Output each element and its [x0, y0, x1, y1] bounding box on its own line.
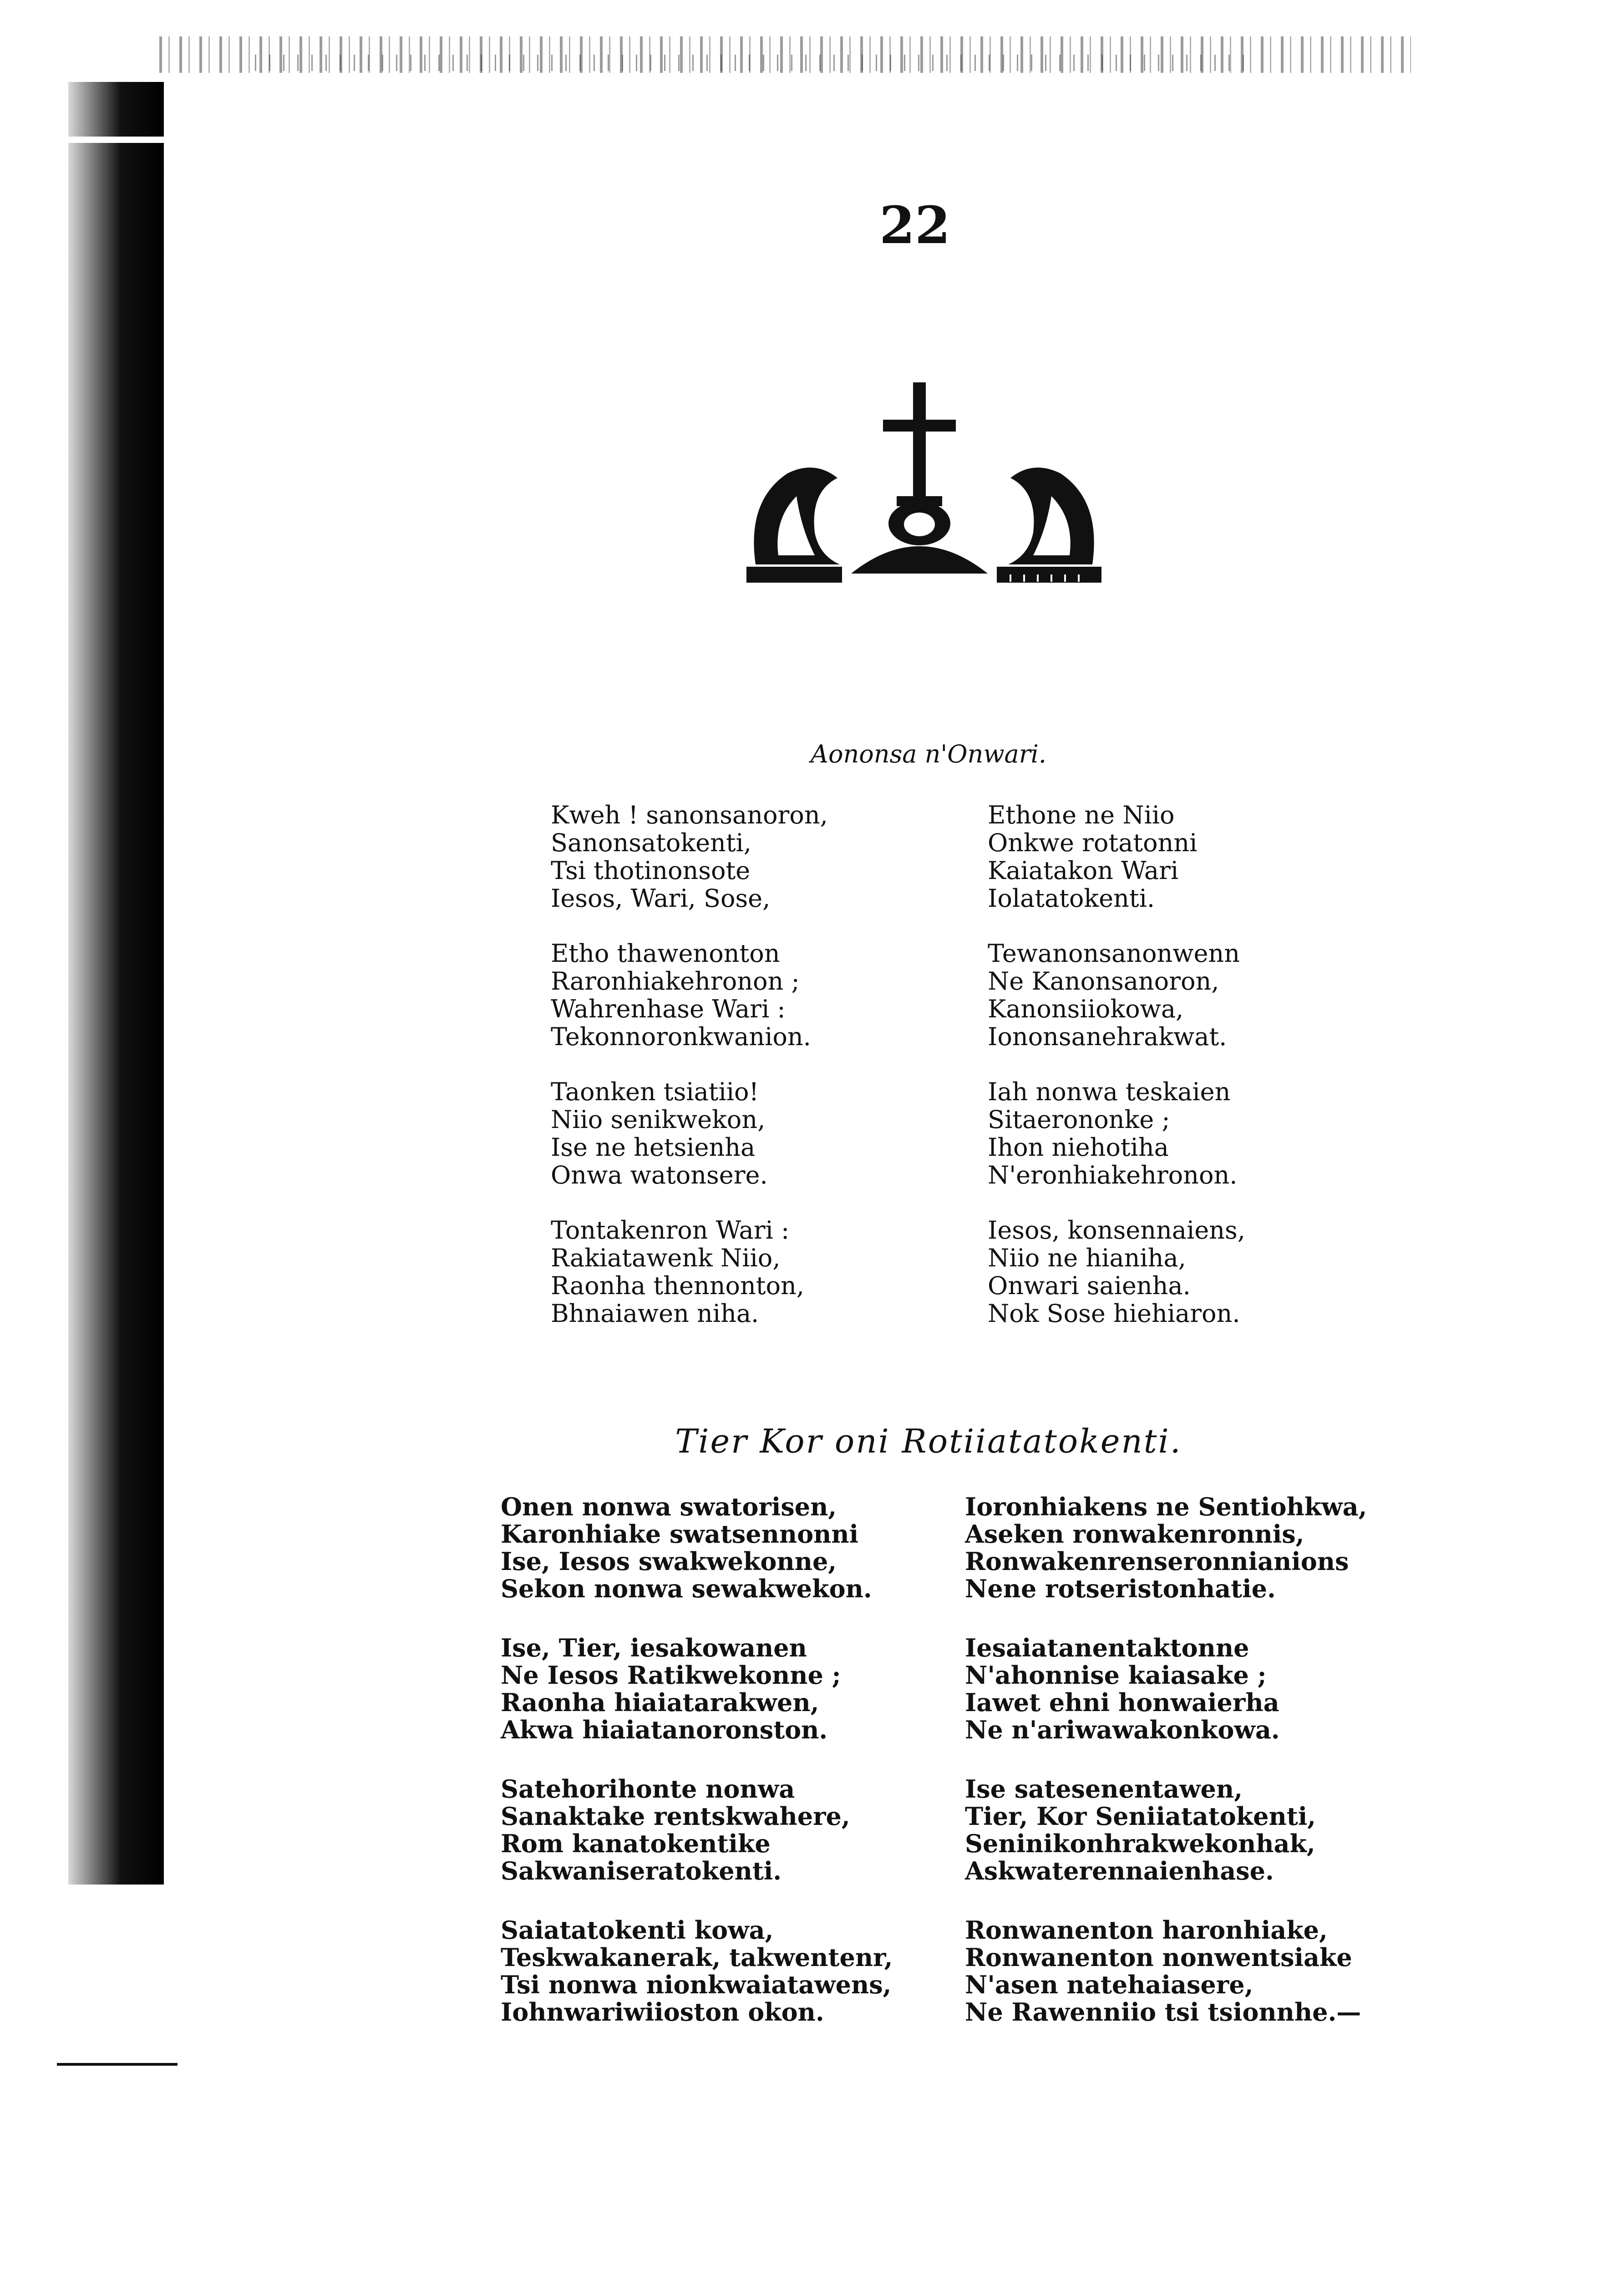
footer-rule	[57, 2063, 178, 2066]
verse-line: Iesos, konsennaiens,	[988, 1216, 1245, 1245]
verse-line: Sitaerononke ;	[988, 1105, 1170, 1134]
verse-line: Nene rotseristonhatie.	[965, 1574, 1276, 1603]
verse-line: Kweh ! sanonsanoron,	[551, 801, 828, 829]
hymn-2-left-column	[501, 1493, 893, 2058]
verse-line: Ise satesenentawen,	[965, 1774, 1243, 1804]
hymn-title: Aononsa n'Onwari.	[811, 740, 1046, 768]
stanza	[551, 1078, 828, 1189]
verse-line: Niio senikwekon,	[551, 1105, 766, 1134]
verse-line: Tekonnoronkwanion.	[551, 1022, 811, 1051]
verse-line: Ronwanenton haronhiake,	[965, 1915, 1328, 1945]
hymn-1-left-column	[551, 801, 828, 1355]
verse-line: Iah nonwa teskaien	[988, 1077, 1231, 1106]
stanza	[501, 1775, 893, 1885]
verse-line: Rom kanatokentike	[501, 1829, 771, 1858]
verse-line: Iohnwariwiioston okon.	[501, 1997, 824, 2027]
verse-line: N'asen natehaiasere,	[965, 1970, 1254, 1999]
verse-line: Ethone ne Niio	[988, 801, 1175, 829]
verse-line: Sakwaniseratokenti.	[501, 1856, 782, 1885]
verse-line: Nok Sose hiehiaron.	[988, 1299, 1240, 1328]
verse-line: Tsi thotinonsote	[551, 856, 751, 885]
verse-line: Ise, Iesos swakwekonne,	[501, 1547, 837, 1576]
stanza	[551, 1216, 828, 1327]
verse-line: Ne n'ariwawakonkowa.	[965, 1715, 1280, 1744]
verse-line: Iesaiatanentaktonne	[965, 1633, 1249, 1662]
verse-line: Ise ne hetsienha	[551, 1133, 756, 1162]
stanza	[965, 1634, 1367, 1743]
page-number: 22	[879, 196, 950, 255]
verse-line: Ne Iesos Ratikwekonne ;	[501, 1661, 841, 1690]
stanza	[501, 1916, 893, 2026]
verse-line: Tontakenron Wari :	[551, 1216, 790, 1245]
verse-line: Seninikonhrakwekonhak,	[965, 1829, 1315, 1858]
verse-line: Teskwakanerak, takwentenr,	[501, 1943, 893, 1972]
verse-line: Onwari saienha.	[988, 1271, 1191, 1300]
verse-line: Onkwe rotatonni	[988, 828, 1198, 857]
verse-line: Saiatatokenti kowa,	[501, 1915, 774, 1945]
verse-line: Raronhiakehronon ;	[551, 967, 800, 996]
verse-line: Taonken tsiatiio!	[551, 1077, 759, 1106]
scanned-binding-edge	[68, 82, 164, 1885]
stanza	[988, 1078, 1245, 1189]
verse-line: Kanonsiiokowa,	[988, 995, 1184, 1023]
verse-line: Ihon niehotiha	[988, 1133, 1169, 1162]
stanza	[988, 940, 1245, 1051]
verse-line: Ise, Tier, iesakowanen	[501, 1633, 807, 1662]
verse-line: Etho thawenonton	[551, 939, 780, 968]
stanza	[988, 801, 1245, 912]
verse-line: Onwa watonsere.	[551, 1161, 768, 1189]
verse-line: Karonhiake swatsennonni	[501, 1519, 859, 1549]
stanza	[501, 1634, 893, 1743]
hymn-2-right-column	[965, 1493, 1367, 2058]
verse-line: Iawet ehni honwaierha	[965, 1688, 1279, 1717]
verse-line: Ronwanenton nonwentsiake	[965, 1943, 1352, 1972]
verse-line: Tier, Kor Seniiatatokenti,	[965, 1802, 1316, 1831]
stanza	[965, 1916, 1367, 2026]
verse-line: Wahrenhase Wari :	[551, 995, 786, 1023]
verse-line: Ioronhiakens ne Sentiohkwa,	[965, 1492, 1367, 1521]
hymn-title: Tier Kor oni Rotiiatatokenti.	[675, 1422, 1182, 1460]
verse-line: Bhnaiawen niha.	[551, 1299, 759, 1328]
verse-line: Raonha thennonton,	[551, 1271, 804, 1300]
verse-line: Onen nonwa swatorisen,	[501, 1492, 837, 1521]
verse-line: Kaiatakon Wari	[988, 856, 1179, 885]
hymn-1-right-column	[988, 801, 1245, 1355]
verse-line: Tsi nonwa nionkwaiatawens,	[501, 1970, 892, 1999]
stanza	[551, 801, 828, 912]
stanza	[551, 940, 828, 1051]
stanza	[988, 1216, 1245, 1327]
verse-line: Ne Rawenniio tsi tsionnhe.—	[965, 1997, 1361, 2027]
stanza	[501, 1493, 893, 1602]
scan-noise-top-secondary	[255, 55, 1256, 71]
verse-line: Iolatatokenti.	[988, 884, 1155, 913]
verse-line: Akwa hiaiatanoronston.	[501, 1715, 828, 1744]
verse-line: Sekon nonwa sewakwekon.	[501, 1574, 872, 1603]
cross-with-angels-illustration	[737, 382, 1111, 596]
verse-line: Rakiatawenk Niio,	[551, 1244, 781, 1272]
verse-line: Askwaterennaienhase.	[965, 1856, 1274, 1885]
verse-line: Satehorihonte nonwa	[501, 1774, 795, 1804]
verse-line: Sanaktake rentskwahere,	[501, 1802, 850, 1831]
stanza	[965, 1775, 1367, 1885]
verse-line: Niio ne hianiha,	[988, 1244, 1186, 1272]
verse-line: Ronwakenrenseronnianions	[965, 1547, 1349, 1576]
verse-line: Iononsanehrakwat.	[988, 1022, 1227, 1051]
verse-line: Raonha hiaiatarakwen,	[501, 1688, 819, 1717]
verse-line: Tewanonsanonwenn	[988, 939, 1240, 968]
binding-edge-mark	[55, 137, 173, 143]
verse-line: Ne Kanonsanoron,	[988, 967, 1219, 996]
verse-line: Iesos, Wari, Sose,	[551, 884, 771, 913]
verse-line: Sanonsatokenti,	[551, 828, 751, 857]
stanza	[965, 1493, 1367, 1602]
verse-line: N'ahonnise kaiasake ;	[965, 1661, 1267, 1690]
verse-line: Aseken ronwakenronnis,	[965, 1519, 1304, 1549]
verse-line: N'eronhiakehronon.	[988, 1161, 1238, 1189]
